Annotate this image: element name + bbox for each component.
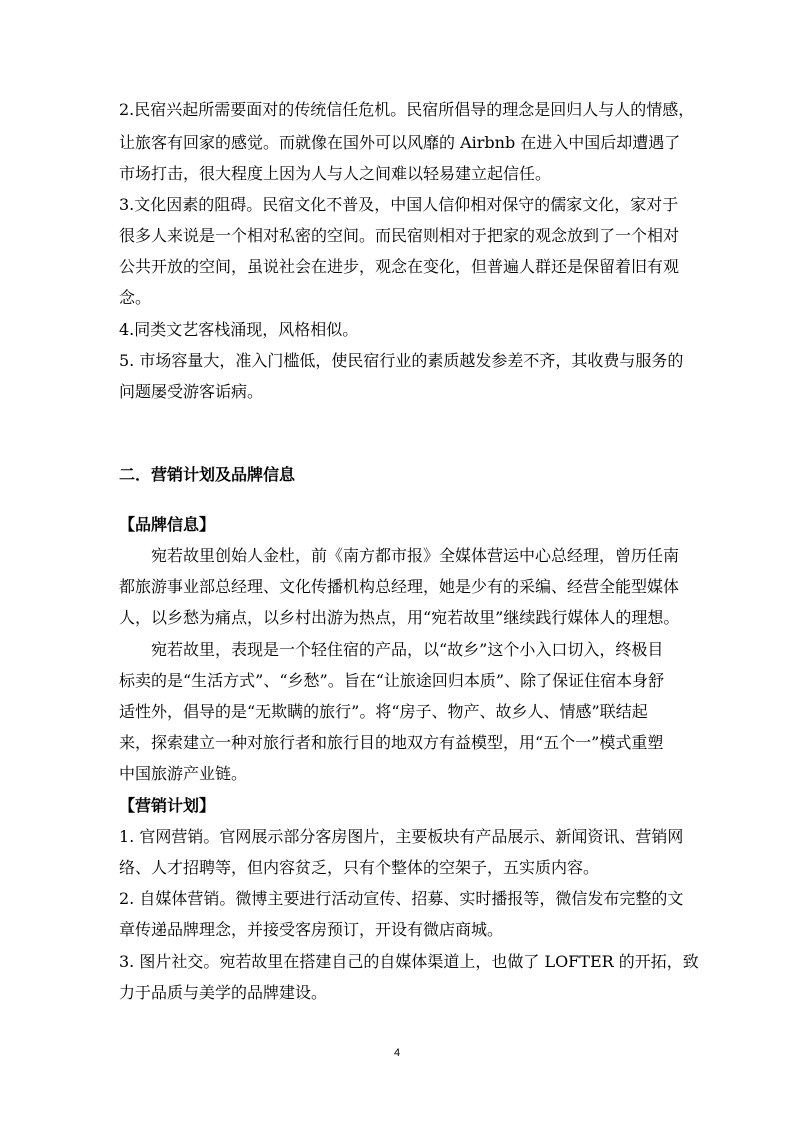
text-line: 2. 自媒体营销。微博主要进行活动宣传、招募、实时播报等，微信发布完整的文 (119, 889, 684, 908)
text-line: 4.同类文艺客栈涌现，风格相似。 (119, 320, 359, 339)
text-line: 很多人来说是一个相对私密的空间。而民宿则相对于把家的观念放到了一个相对 (119, 226, 680, 245)
text-line: 章传递品牌理念，并接受客房预订，开设有微店商城。 (119, 920, 504, 939)
brand-heading: 【品牌信息】 (119, 515, 216, 534)
text-line: 络、人才招聘等，但内容贫乏，只有个整体的空架子，五实质内容。 (119, 858, 600, 877)
text-line: 念。 (119, 288, 152, 307)
text-line: 3. 图片社交。宛若故里在搭建自己的自媒体渠道上，也做了 LOFTER 的开拓，致 (119, 952, 699, 971)
marketing-heading: 【营销计划】 (119, 796, 216, 815)
text-line: 1. 官网营销。官网展示部分客房图片，主要板块有产品展示、新闻资讯、营销网 (119, 827, 684, 846)
text-line: 3.文化因素的阻碍。民宿文化不普及，中国人信仰相对保守的儒家文化，家对于 (119, 195, 679, 214)
section-title: 二．营销计划及品牌信息 (119, 465, 296, 484)
text-line: 力于品质与美学的品牌建设。 (119, 983, 328, 1002)
text-line: 问题屡受游客诟病。 (119, 382, 264, 401)
text-line: 市场打击，很大程度上因为人与人之间难以轻易建立起信任。 (119, 164, 552, 183)
text-line: 来，探索建立一种对旅行者和旅行目的地双方有益模型，用“五个一”模式重塑 (119, 733, 664, 752)
text-line: 宛若故里，表现是一个轻住宿的产品，以“故乡”这个小入口切入，终极目 (151, 640, 664, 659)
text-line: 都旅游事业部总经理、文化传播机构总经理，她是少有的采编、经营全能型媒体 (119, 577, 680, 596)
page-number: 4 (393, 1047, 401, 1059)
text-line: 宛若故里创始人金杜，前《南方都市报》全媒体营运中心总经理，曾历任南 (151, 546, 680, 565)
text-line: 让旅客有回家的感觉。而就像在国外可以风靡的 Airbnb 在进入中国后却遭遇了 (119, 133, 681, 152)
text-line: 人，以乡愁为痛点，以乡村出游为热点，用“宛若故里”继续践行媒体人的理想。 (119, 608, 680, 627)
text-line: 公共开放的空间，虽说社会在进步，观念在变化，但普遍人群还是保留着旧有观 (119, 257, 680, 276)
text-line: 适性外，倡导的是“无欺瞒的旅行”。将“房子、物产、故乡人、情感”联结起 (119, 702, 648, 721)
text-line: 中国旅游产业链。 (119, 764, 248, 783)
text-line: 标卖的是“生活方式”、“乡愁”。旨在“让旅途回归本质”、除了保证住宿本身舒 (119, 671, 665, 690)
text-line: 2.民宿兴起所需要面对的传统信任危机。民宿所倡导的理念是回归人与人的情感， (119, 100, 695, 119)
text-line: 5. 市场容量大，准入门槛低，使民宿行业的素质越发参差不齐，其收费与服务的 (119, 351, 684, 370)
